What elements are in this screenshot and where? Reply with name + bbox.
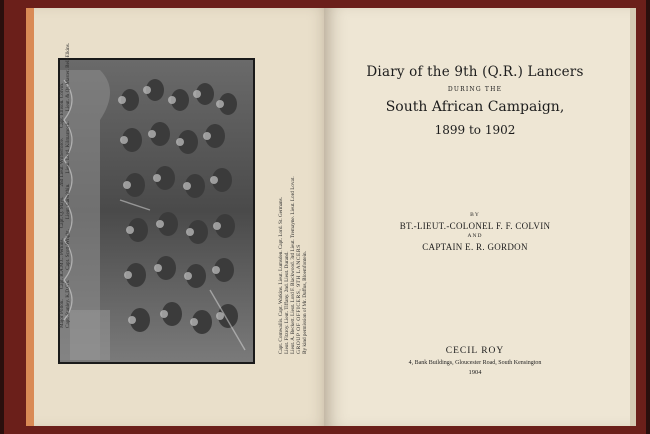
caption-name: Major Pollok. (59, 299, 65, 328)
caption-name: Capt. Stanley. K.D.G's. (64, 279, 71, 328)
photo-caption-names-right (278, 54, 308, 354)
caption-name: Lieut. Lord. Kilmarnock. (64, 121, 71, 174)
caption-row: Lieut. Fitzroy. Lieut. Tiffany. 2nd. Lieut. Durand. (284, 251, 290, 354)
group-photograph (58, 58, 255, 364)
photo-caption-names-left (59, 42, 72, 328)
caption-row: Capt. Cornwallis. Capt. Watkins. Lieut. Lumsden. Capt. Lord. St. Germans. (278, 197, 284, 354)
and-label: AND (467, 233, 483, 239)
photo-credit: By kind permission of Mr. Duffus, Bloemfontein. (302, 251, 308, 354)
caption-name: Capt. R.A.M.C. Perkins. (59, 238, 65, 290)
imprint-block (340, 346, 610, 376)
author-colvin: BT.-LIEUT.-COLONEL F. F. COLVIN (399, 221, 551, 231)
publication-year: 1904 (468, 369, 482, 376)
caption-name: Capt. Q. Mays. (59, 196, 65, 229)
authors-block (340, 212, 610, 252)
publisher-name: CECIL ROY (445, 346, 505, 356)
author-gordon: CAPTAIN E. R. GORDON (422, 242, 528, 252)
caption-name: Capt. Ellison. Colvin. (59, 82, 65, 128)
title-line-main: Diary of the 9th (Q.R.) Lancers (366, 64, 584, 80)
title-line-campaign: South African Campaign, (385, 99, 565, 115)
title-line-years: 1899 to 1902 (434, 123, 516, 137)
group-photograph-image (60, 60, 253, 362)
caption-name: Lieut. & Qr. Master. Bell-Elkins. (64, 42, 71, 112)
caption-name: Lieut. Carwithin. (64, 183, 71, 220)
book-title (340, 64, 610, 137)
by-label: BY (470, 212, 480, 218)
caption-name: 2nd Lieut. Wilberforce. (59, 137, 65, 187)
photo-caption-title: GROUP OF OFFICERS, 9TH LANCERS (296, 244, 302, 354)
caption-row: Lieut. A. Beckett. Lieut. Lord F. Blackwood. 3rd Lieut. Tremayne. Lieut. Lord Lovat. (290, 176, 296, 354)
caption-name: Capt. Scott-Wright. (64, 229, 71, 270)
publisher-address: 4, Bank Buildings, Gloucester Road, South Kensington (408, 360, 542, 366)
title-line-during: DURING THE (447, 86, 503, 93)
